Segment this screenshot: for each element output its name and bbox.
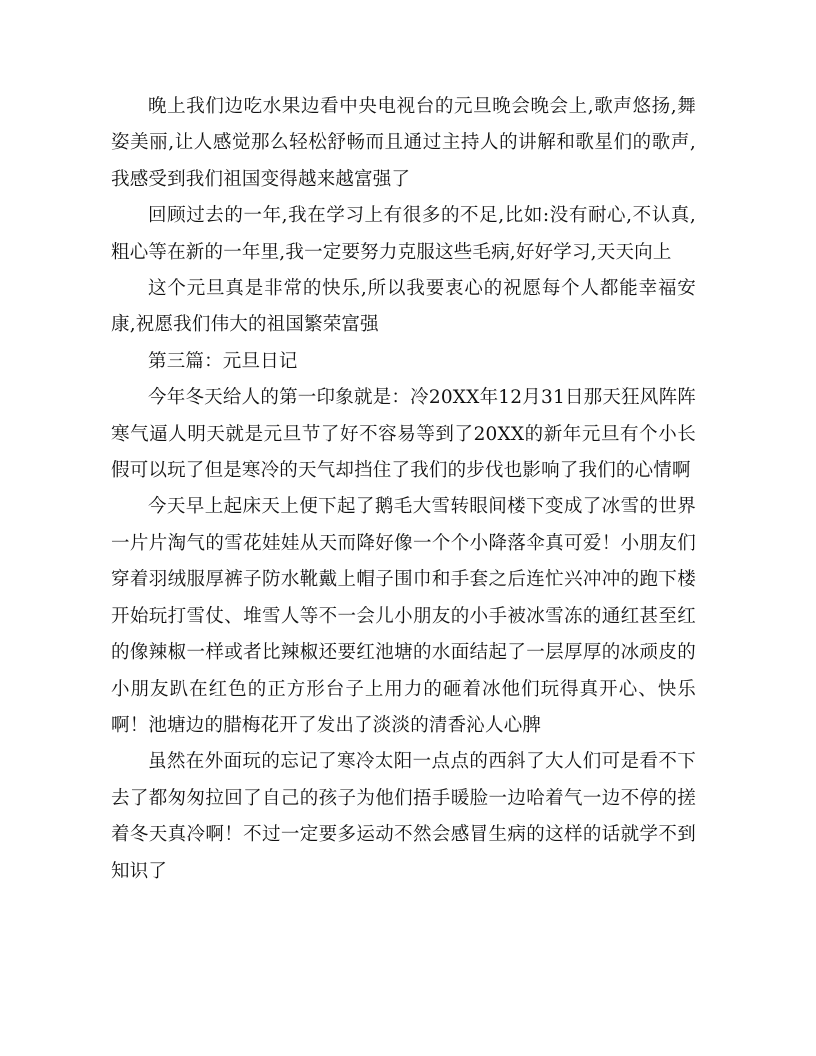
paragraph-snow-play: 今天早上起床天上便下起了鹅毛大雪转眼间楼下变成了冰雪的世界一片片淘气的雪花娃娃从天而降好像一个个小降落伞真可爱！小朋友们穿着羽绒服厚裤子防水靴戴上帽子围巾和手套之后连忙兴冲冲的跑下楼开始玩打雪仗、堆雪人等不一会儿小朋友的小手被冰雪冻的通红甚至红的像辣椒一样或者比辣椒还要红池塘的水面结起了一层厚厚的冰顽皮的小朋友趴在红色的正方形台子上用力的砸着冰他们玩得真开心、快乐啊！池塘边的腊梅花开了发出了淡淡的清香沁人心脾 [111, 496, 696, 736]
paragraph-going-home: 虽然在外面玩的忘记了寒冷太阳一点点的西斜了大人们可是看不下去了都匆匆拉回了自己的孩子为他们捂手暖脸一边哈着气一边不停的搓着冬天真冷啊！不过一定要多运动不然会感冒生病的这样的话就学不到知识了 [111, 751, 696, 882]
paragraph-winter-impression: 今年冬天给人的第一印象就是：冷20XX年12月31日那天狂风阵阵寒气逼人明天就是元旦节了好不容易等到了20XX的新年元旦有个小长假可以玩了但是寒冷的天气却挡住了我们的步伐也影响了我们的心情啊 [111, 387, 696, 482]
paragraph-new-year-gala: 晚上我们边吃水果边看中央电视台的元旦晚会晚会上,歌声悠扬,舞姿美丽,让人感觉那么轻松舒畅而且通过主持人的讲解和歌星们的歌声,我感受到我们祖国变得越来越富强了 [111, 96, 696, 190]
document-body [111, 89, 696, 890]
paragraph-new-year-wishes: 这个元旦真是非常的快乐,所以我要衷心的祝愿每个人都能幸福安康,祝愿我们伟大的祖国繁荣富强 [111, 278, 696, 336]
paragraph-review-past-year: 回顾过去的一年,我在学习上有很多的不足,比如:没有耐心,不认真,粗心等在新的一年里,我一定要努力克服这些毛病,好好学习,天天向上 [111, 205, 696, 263]
section-heading: 第三篇：元旦日记 [148, 350, 298, 372]
